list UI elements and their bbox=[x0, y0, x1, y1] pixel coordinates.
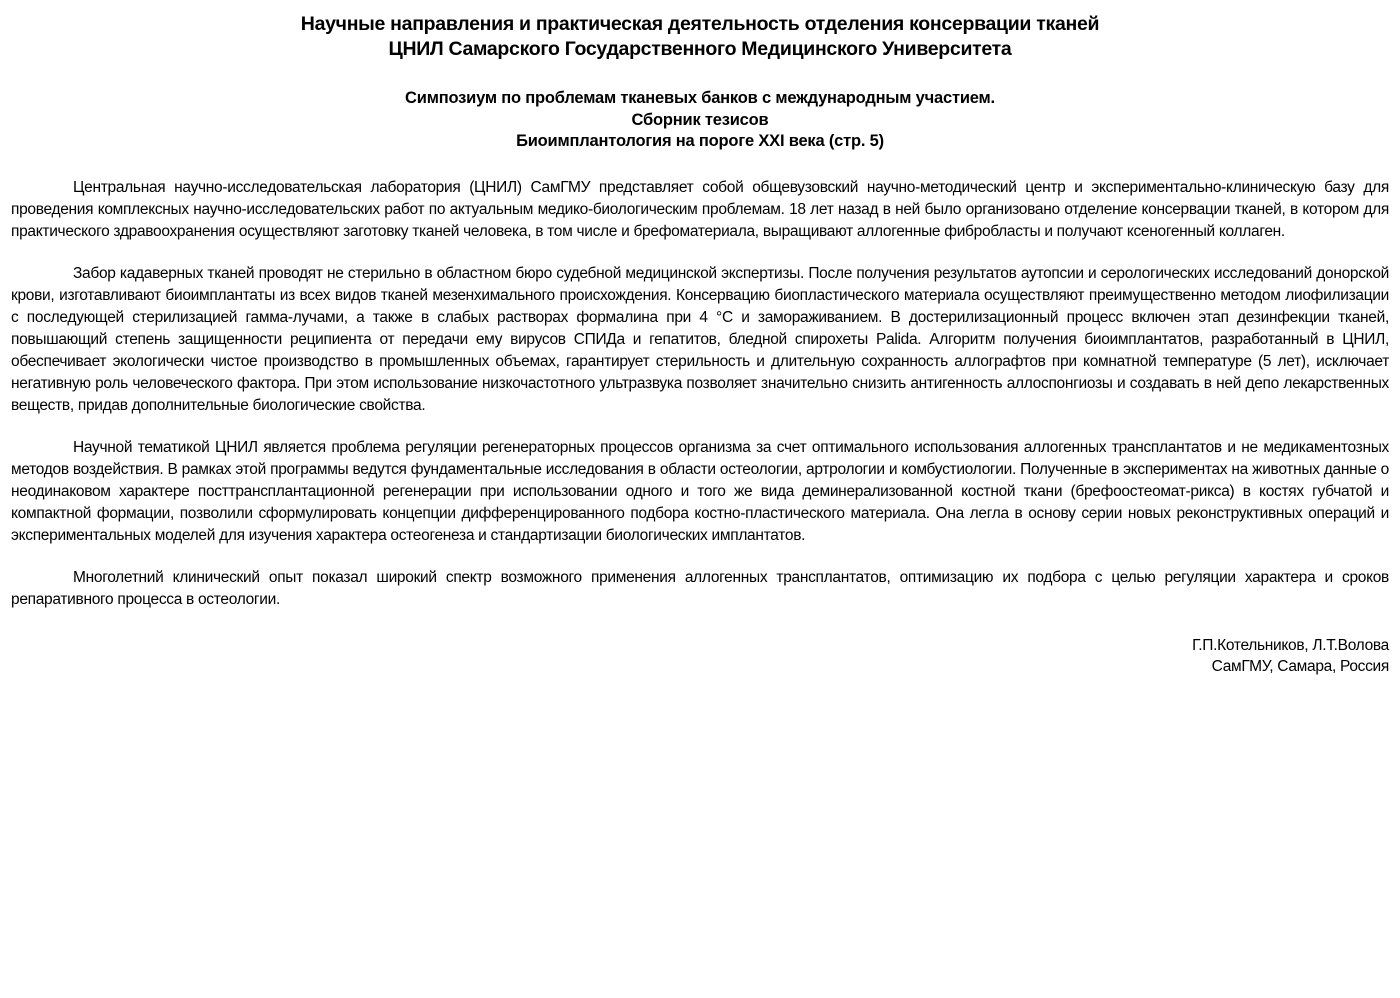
document-title-line-2: ЦНИЛ Самарского Государственного Медицинского Университета bbox=[388, 38, 1012, 60]
document-subtitle bbox=[11, 88, 1389, 153]
document-title bbox=[11, 12, 1389, 62]
paragraph-2: Забор кадаверных тканей проводят не стерильно в областном бюро судебной медицинской экспертизы. После получения результатов аутопсии и серологических исследований донорской крови, изготавливают биоимплантаты из всех видов тканей мезенхимального происхождения. Консервацию биопластического материала осуществляют преимущественно методом лиофилизации с последующей стерилизацией гамма-лучами, а также в слабых растворах формалина при 4 °С и замораживанием. В достерилизационный процесс включен этап дезинфекции тканей, повышающий степень защищенности реципиента от передачи ему вирусов СПИДа и гепатитов, бледной спирохеты Palida. Алгоритм получения биоимплантатов, разработанный в ЦНИЛ, обеспечивает экологически чистое производство в промышленных объемах, гарантирует стерильность и длительную сохранность аллографтов при комнатной температуре (5 лет), исключает негативную роль человеческого фактора. При этом использование низкочастотного ультразвука позволяет значительно снизить антигенность аллоспонгиозы и создавать в ней депо лекарственных веществ, придав дополнительные биологические свойства. bbox=[11, 264, 1389, 414]
document-title-line-1: Научные направления и практическая деятельность отделения консервации тканей bbox=[300, 13, 1100, 35]
paragraph-1: Центральная научно-исследовательская лаборатория (ЦНИЛ) СамГМУ представляет собой общевузовский научно-методический центр и экспериментально-клиническую базу для проведения комплексных научно-исследовательских работ по актуальным медико-биологическим проблемам. 18 лет назад в ней было организовано отделение консервации тканей, в котором для практического здравоохранения осуществляют заготовку тканей человека, в том числе и брефоматериала, выращивают аллогенные фибробласты и получают ксеногенный коллаген. bbox=[11, 178, 1389, 240]
collection-name: Сборник тезисов bbox=[631, 110, 769, 129]
paragraph-4: Многолетний клинический опыт показал широкий спектр возможного применения аллогенных трансплантатов, оптимизацию их подбора с целью регуляции характера и сроков репаративного процесса в остеологии. bbox=[11, 568, 1389, 608]
signature-block bbox=[11, 635, 1389, 678]
affiliation-line: СамГМУ, Самара, Россия bbox=[1211, 658, 1389, 675]
paragraph-3: Научной тематикой ЦНИЛ является проблема регуляции регенераторных процессов организма за счет оптимального использования аллогенных трансплантатов и не медикаментозных методов воздействия. В рамках этой программы ведутся фундаментальные исследования в области остеологии, артрологии и комбустиологии. Полученные в экспериментах на животных данные о неодинаковом характере посттрансплантационной регенерации при использовании одного и того же вида деминерализованной костной ткани (брефоостеомат-рикса) в костях губчатой и компактной формации, позволили сформулировать концепции дифференцированного подбора костно-пластического материала. Она легла в основу серии новых реконструктивных операций и экспериментальных моделей для изучения характера остеогенеза и стандартизации биологических имплантатов. bbox=[11, 438, 1389, 544]
publication-reference: Биоимплантология на пороге XXI века (стр. 5) bbox=[516, 132, 884, 150]
document-body bbox=[11, 177, 1389, 611]
authors-line: Г.П.Котельников, Л.Т.Волова bbox=[1192, 636, 1389, 654]
symposium-name: Симпозиум по проблемам тканевых банков с международным участием. bbox=[405, 89, 995, 107]
